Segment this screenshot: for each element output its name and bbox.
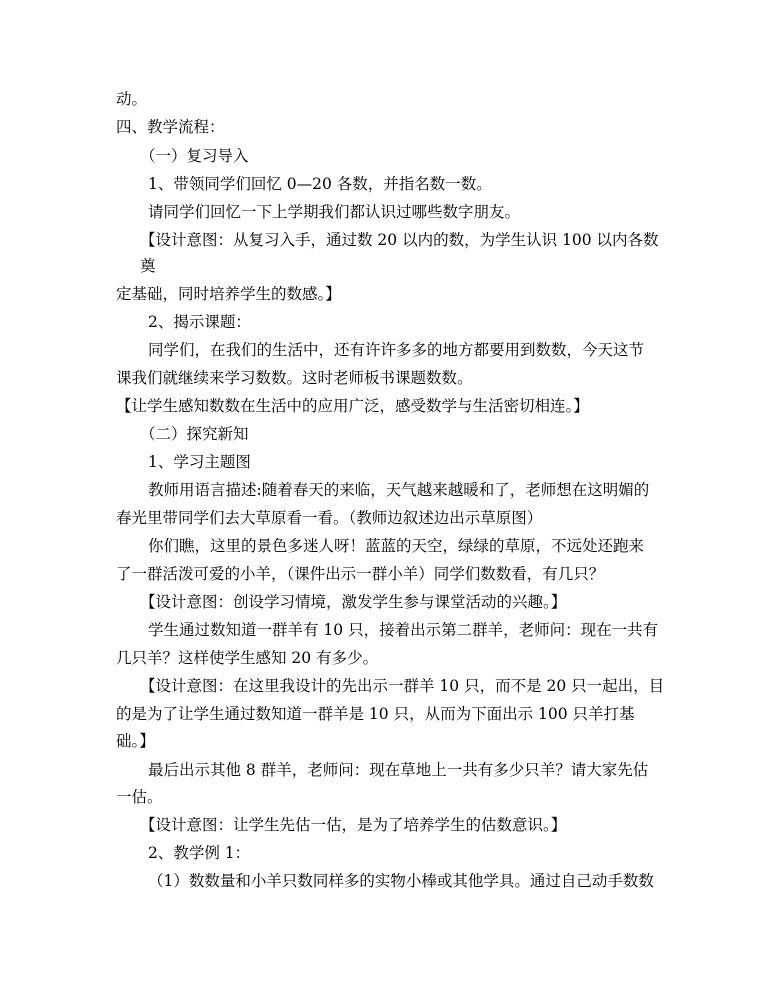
design-intent-note: 【设计意图：从复习入手，通过数 20 以内的数，为学生认识 100 以内各数 xyxy=(140,231,659,249)
text-line: 定基础，同时培养学生的数感。】 xyxy=(116,285,341,303)
subsection-heading: 1、学习主题图 xyxy=(148,453,251,471)
text-line: 一估。 xyxy=(116,788,163,806)
text-line: 最后出示其他 8 群羊，老师问：现在草地上一共有多少只羊？请大家先估 xyxy=(148,761,649,779)
text-line: 春光里带同学们去大草原看一看。（教师边叙述边出示草原图） xyxy=(116,509,543,527)
design-intent-note: 【让学生感知数数在生活中的应用广泛，感受数学与生活密切相连。】 xyxy=(116,397,589,415)
text-line: （1）数数量和小羊只数同样多的实物小棒或其他学具。通过自己动手数数 xyxy=(148,872,654,890)
text-line: 的是为了让学生通过数知道一群羊是 10 只，从而为下面出示 100 只羊打基 xyxy=(116,705,635,723)
text-line: 了一群活泼可爱的小羊，（课件出示一群小羊）同学们数数看，有几只？ xyxy=(116,565,605,583)
text-line: 动。 xyxy=(116,90,148,108)
text-line: 请同学们回忆一下上学期我们都认识过哪些数字朋友。 xyxy=(148,203,521,221)
text-line: 1、带领同学们回忆 0—20 各数，并指名数一数。 xyxy=(148,175,492,193)
text-line: 教师用语言描述:随着春天的来临，天气越来越暖和了，老师想在这明媚的 xyxy=(148,481,650,499)
design-intent-note: 【设计意图：在这里我设计的先出示一群羊 10 只，而不是 20 只一起出，目 xyxy=(140,677,665,695)
text-line: 础。】 xyxy=(116,732,155,750)
design-intent-note: 【设计意图：让学生先估一估，是为了培养学生的估数意识。】 xyxy=(140,816,567,834)
text-line: 同学们，在我们的生活中，还有许许多多的地方都要用到数数，今天这节 xyxy=(148,341,645,359)
subsection-heading: （一）复习导入 xyxy=(140,147,249,165)
subsection-heading: 2、揭示课题： xyxy=(148,313,251,331)
design-intent-note: 【设计意图：创设学习情境，激发学生参与课堂活动的兴趣。】 xyxy=(140,593,567,611)
text-line: 几只羊？这样使学生感知 20 有多少。 xyxy=(116,649,379,667)
subsection-heading: （二）探究新知 xyxy=(140,425,249,443)
text-line: 奠 xyxy=(140,257,156,275)
text-line: 课我们就继续来学习数数。这时老师板书课题数数。 xyxy=(116,369,473,387)
section-heading: 四、教学流程： xyxy=(116,118,225,136)
text-line: 你们瞧，这里的景色多迷人呀！蓝蓝的天空，绿绿的草原，不远处还跑来 xyxy=(148,537,645,555)
subsection-heading: 2、教学例 1： xyxy=(148,844,251,862)
text-line: 学生通过数知道一群羊有 10 只，接着出示第二群羊，老师问：现在一共有 xyxy=(148,621,659,639)
